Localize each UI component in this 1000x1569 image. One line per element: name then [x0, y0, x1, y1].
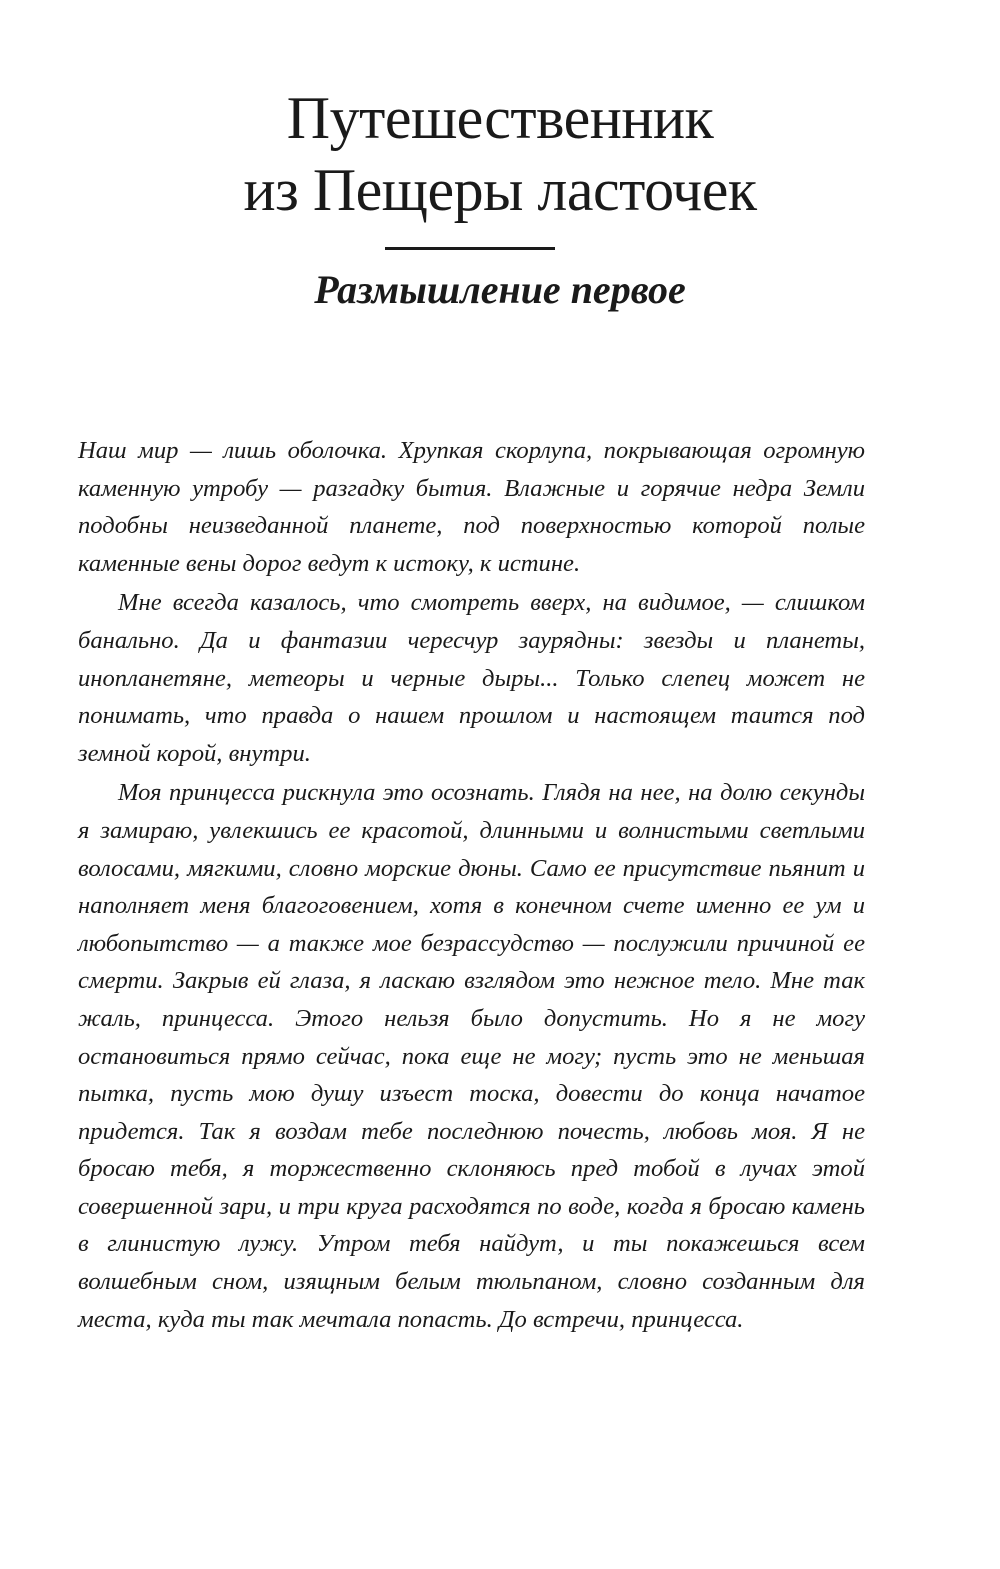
paragraph-2: Мне всегда казалось, что смотреть вверх, на видимое, — слишком банально. Да и фантазии чересчур заурядны: звезды и планеты, инопланетяне, метеоры и черные дыры... Только слепец может не понимать, что правда о нашем прошлом и настоящем таится под земной корой, внутри.: [78, 589, 865, 767]
paragraph-3: Моя принцесса рискнула это осознать. Глядя на нее, на долю секунды я замираю, увлекшись ее красотой, длинными и волнистыми светлыми волосами, мягкими, словно морские дюны. Само ее присутствие пьянит и наполняет меня благоговением, хотя в конечном счете именно ее ум и любопытство — а также мое безрассудство — послужили причиной ее смерти. Закрыв ей глаза, я ласкаю взглядом это нежное тело. Мне так жаль, принцесса. Этого нельзя было допустить. Но я не могу остановиться прямо сейчас, пока еще не могу; пусть это не меньшая пытка, пусть мою душу изъест тоска, довести до конца начатое придется. Так я воздам тебе последнюю почесть, любовь моя. Я не бросаю тебя, я торжественно склоняюсь пред тобой в лучах этой совершенной зари, и три круга расходятся по воде, когда я бросаю камень в глинистую лужу. Утром тебя найдут, и ты покажешься всем волшебным сном, изящным белым тюльпаном, словно созданным для места, куда ты так мечтала попасть. До встречи, принцесса.: [78, 779, 865, 1333]
title-divider: [385, 247, 555, 250]
chapter-subtitle: Размышление первое: [314, 267, 686, 312]
chapter-title-line-1: Путешественник: [286, 85, 714, 151]
chapter-title-line-2: из Пещеры ласточек: [243, 157, 757, 223]
chapter-body: [78, 432, 865, 1340]
paragraph-1: Наш мир — лишь оболочка. Хрупкая скорлупа, покрывающая огромную каменную утробу — разгадку бытия. Влажные и горячие недра Земли подобны неизведанной планете, под поверхностью которой полые каменные вены дорог ведут к истоку, к истине.: [78, 437, 865, 577]
chapter-title: [0, 82, 1000, 226]
